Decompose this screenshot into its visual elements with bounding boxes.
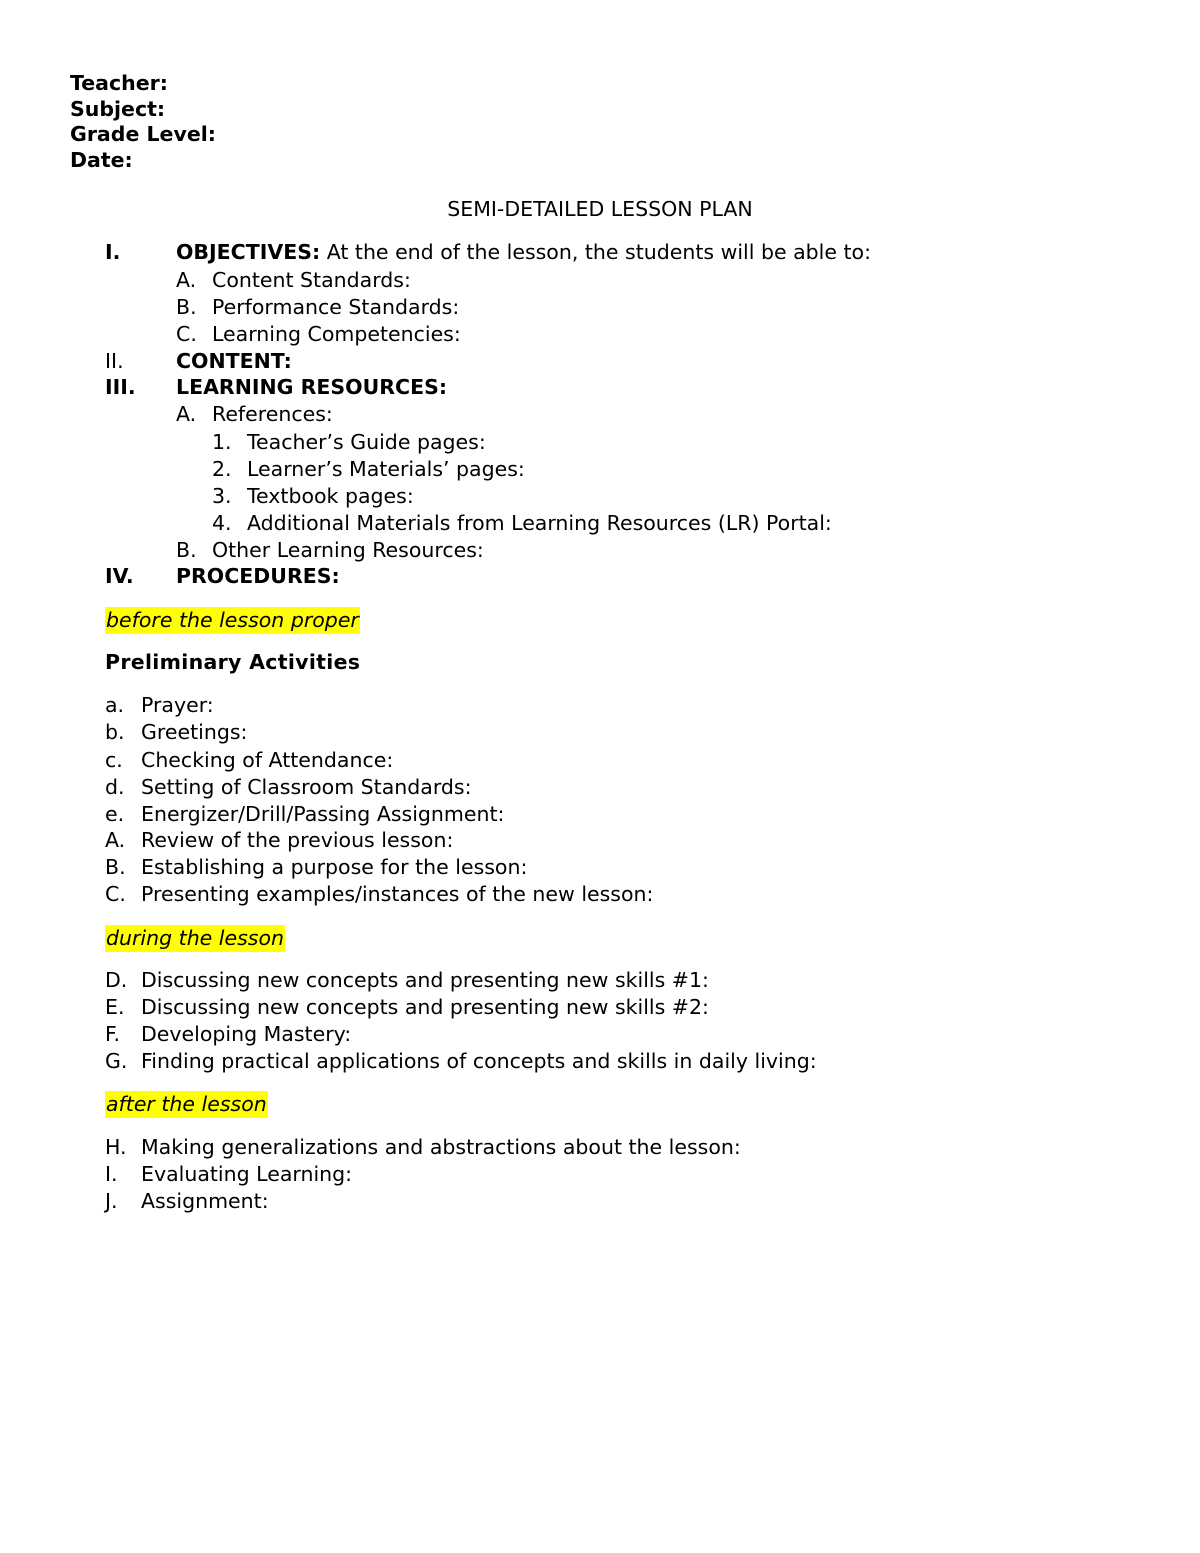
list-item: B. Other Learning Resources: [176,538,484,562]
objectives-label: OBJECTIVES: [176,240,321,264]
section-content: CONTENT: [176,349,292,373]
section-numeral-learning-resources: III. [105,375,136,399]
list-item: I. Evaluating Learning: [105,1162,353,1186]
list-item: 3. Textbook pages: [212,484,414,508]
list-item: B. Establishing a purpose for the lesson: [105,855,528,879]
subject-field: Subject: [70,97,166,121]
section-numeral-content: II. [105,349,124,373]
document-title: SEMI-DETAILED LESSON PLAN [447,197,753,221]
list-item: J. Assignment: [105,1189,269,1213]
list-item: A. References: [176,402,333,426]
list-item: E. Discussing new concepts and presenting new skills #2: [105,995,709,1019]
list-item: a. Prayer: [105,693,214,717]
grade-level-field: Grade Level: [70,122,216,146]
section-numeral-procedures: IV. [105,564,134,588]
list-item: c. Checking of Attendance: [105,748,394,772]
highlight-after: after the lesson [106,1092,267,1116]
phase-label-during [105,928,285,949]
section-numeral-objectives: I. [105,240,121,264]
list-item: B. Performance Standards: [176,295,460,319]
list-item: D. Discussing new concepts and presenting new skills #1: [105,968,709,992]
list-item: C. Presenting examples/instances of the new lesson: [105,882,654,906]
list-item: 2. Learner’s Materials’ pages: [212,457,525,481]
date-field: Date: [70,148,133,172]
section-objectives [176,242,871,263]
section-procedures: PROCEDURES: [176,564,340,588]
list-item: e. Energizer/Drill/Passing Assignment: [105,802,505,826]
list-item: G. Finding practical applications of concepts and skills in daily living: [105,1049,817,1073]
list-item: 1. Teacher’s Guide pages: [212,430,486,454]
list-item: A. Review of the previous lesson: [105,828,454,852]
phase-label-after [105,1094,268,1115]
teacher-field: Teacher: [70,71,168,95]
objectives-text: At the end of the lesson, the students will be able to: [320,240,871,264]
highlight-during: during the lesson [106,926,285,950]
list-item: d. Setting of Classroom Standards: [105,775,472,799]
phase-label-before [105,610,360,631]
list-item: b. Greetings: [105,720,248,744]
preliminary-activities-heading: Preliminary Activities [105,650,361,674]
list-item: H. Making generalizations and abstractions about the lesson: [105,1135,741,1159]
list-item: 4. Additional Materials from Learning Resources (LR) Portal: [212,511,832,535]
highlight-before: before the lesson proper [106,608,359,632]
list-item: F. Developing Mastery: [105,1022,352,1046]
list-item: C. Learning Competencies: [176,322,461,346]
list-item: A. Content Standards: [176,268,411,292]
section-learning-resources: LEARNING RESOURCES: [176,375,448,399]
